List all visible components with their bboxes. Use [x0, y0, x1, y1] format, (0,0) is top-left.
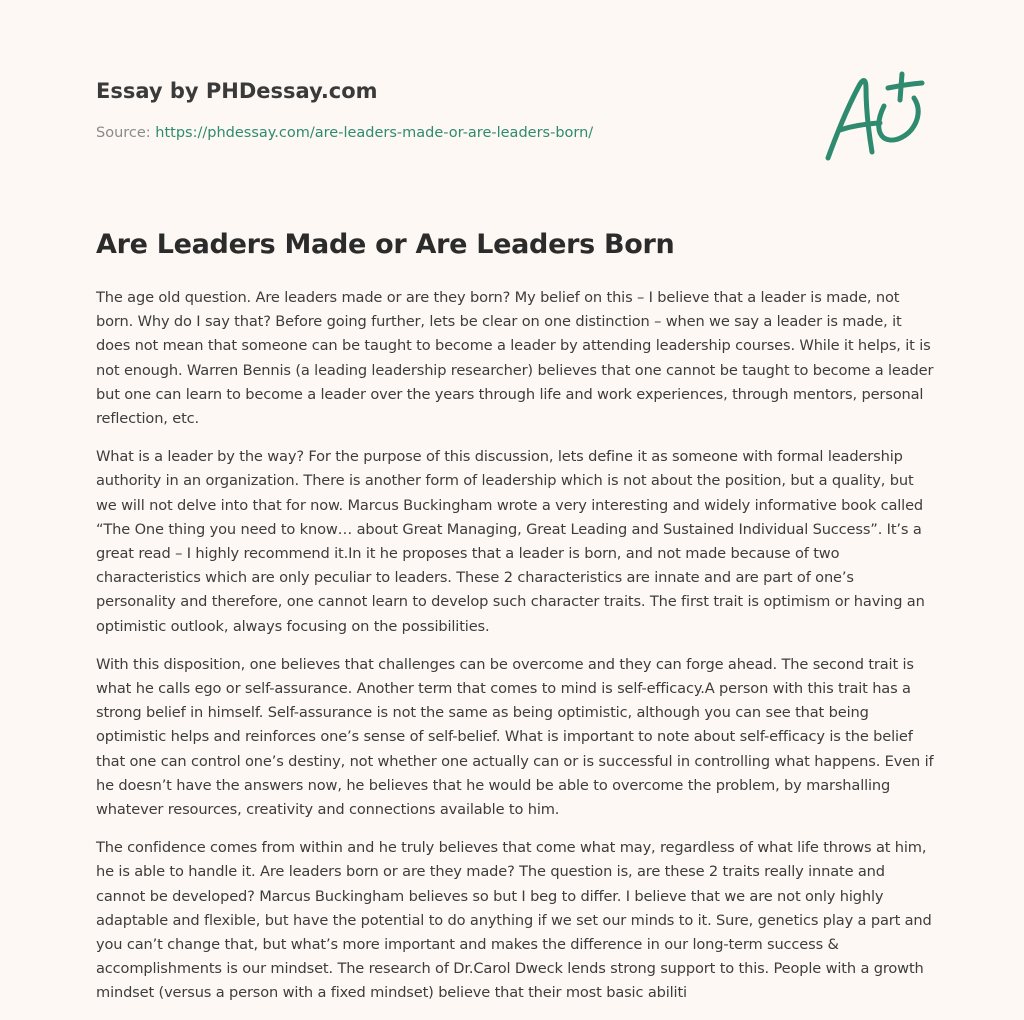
page-header: [96, 78, 796, 142]
paragraph: The age old question. Are leaders made or are they born? My belief on this – I believe that a leader is made, not born. Why do I say that? Before going further, lets be clear on one distinction – when we say a leader is made, it does not mean that someone can be taught to become a leader by attending leadership courses. While it helps, it is not enough. Warren Bennis (a leading leadership researcher) believes that one cannot be taught to become a leader but one can learn to become a leader over the years through life and work experiences, through mentors, personal reflection, etc.: [96, 289, 934, 428]
paragraph: With this disposition, one believes that challenges can be overcome and they can forge ahead. The second trait is what he calls ego or self-assurance. Another term that comes to mind is self-efficacy.A person with this trait has a strong belief in himself. Self-assurance is not the same as being optimistic, although you can see that being optimistic helps and reinforces one’s sense of self-belief. What is important to note about self-efficacy is the belief that one can control one’s destiny, not whether one actually can or is successful in controlling what happens. Even if he doesn’t have the answers now, he believes that he would be able to overcome the problem, by marshalling whatever resources, creativity and connections available to him.: [96, 655, 934, 819]
article-body: [96, 286, 934, 1020]
article-title: Are Leaders Made or Are Leaders Born: [96, 229, 675, 260]
source-label: Source:: [96, 125, 156, 141]
source-line: [96, 124, 796, 142]
site-title: Essay by PHDessay.com: [96, 79, 378, 103]
source-link[interactable]: https://phdessay.com/are-leaders-made-or-are-leaders-born/: [155, 125, 594, 141]
a-plus-icon: [818, 66, 930, 166]
paragraph: What is a leader by the way? For the purpose of this discussion, lets define it as someone with formal leadership authority in an organization. There is another form of leadership which is not about the position, but a quality, but we will not delve into that for now. Marcus Buckingham wrote a very interesting and widely informative book called “The One thing you need to know… about Great Managing, Great Leading and Sustained Individual Success”. It’s a great read – I highly recommend it.In it he proposes that a leader is born, and not made because of two characteristics which are only peculiar to leaders. These 2 characteristics are innate and are part of one’s personality and therefore, one cannot learn to develop such character traits. The first trait is optimism or having an optimistic outlook, always focusing on the possibilities.: [96, 448, 925, 635]
paragraph: The confidence comes from within and he truly believes that come what may, regardless of what life throws at him, he is able to handle it. Are leaders born or are they made? The question is, are these 2 traits really innate and cannot be developed? Marcus Buckingham believes so but I beg to differ. I believe that we are not only highly adaptable and flexible, but have the potential to do anything if we set our minds to it. Sure, genetics play a part and you can’t change that, but what’s more important and makes the difference in our long-term success & accomplishments is our mindset. The research of Dr.Carol Dweck lends strong support to this. People with a growth mindset (versus a person with a fixed mindset) believe that their most basic abiliti: [96, 839, 932, 1002]
